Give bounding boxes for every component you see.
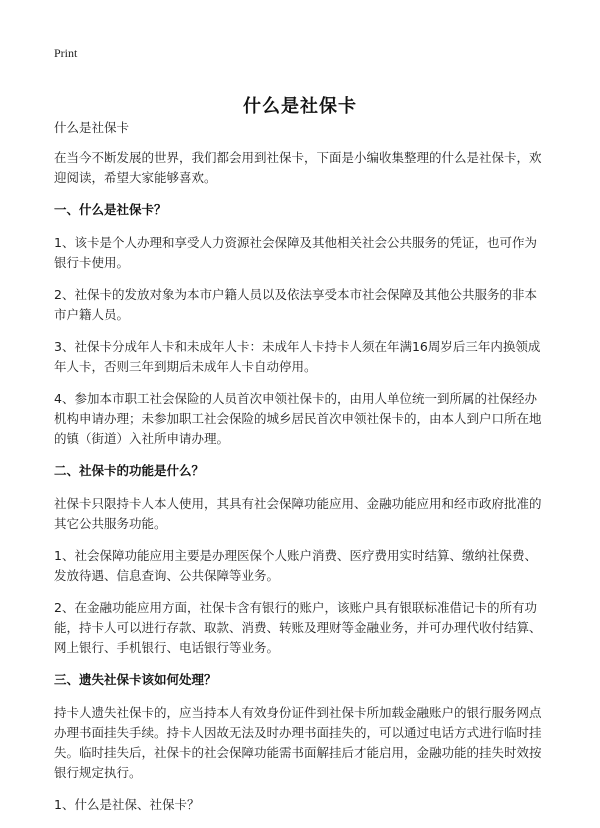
article-body xyxy=(54,118,544,827)
section1-paragraph-2: 2、社保卡的发放对象为本市户籍人员以及依法享受本市社会保障及其他公共服务的非本市户籍人员。 xyxy=(54,287,537,322)
print-link[interactable]: Print xyxy=(54,46,78,60)
section1-paragraph-1: 1、该卡是个人办理和享受人力资源社会保障及其他相关社会公共服务的凭证，也可作为银行卡使用。 xyxy=(54,235,537,270)
section-heading-1: 一、什么是社保卡？ xyxy=(54,202,167,217)
section1-paragraph-3: 3、社保卡分成年人卡和未成年人卡：未成年人卡持卡人须在年满16周岁后三年内换领成年人卡，否则三年到期后未成年人卡自动停用。 xyxy=(54,339,541,374)
section2-paragraph-3: 2、在金融功能应用方面，社保卡含有银行的账户，该账户具有银联标准借记卡的所有功能，持卡人可以进行存款、取款、消费、转账及理财等金融业务，并可办理代收付结算、网上银行、手机银行、电话银行等业务。 xyxy=(54,600,542,655)
section3-paragraph-1: 持卡人遗失社保卡的，应当持本人有效身份证件到社保卡所加载金融账户的银行服务网点办理书面挂失手续。持卡人因故无法及时办理书面挂失的，可以通过电话方式进行临时挂失。临时挂失后，社保卡的社会保障功能需书面解挂后才能启用，金融功能的挂失时效按银行规定执行。 xyxy=(54,705,542,780)
intro-paragraph: 在当今不断发展的世界，我们都会用到社保卡，下面是小编收集整理的什么是社保卡，欢迎阅读，希望大家能够喜欢。 xyxy=(54,150,542,185)
section3-paragraph-2: 1、什么是社保、社保卡？ xyxy=(54,797,200,812)
section1-paragraph-4: 4、参加本市职工社会保险的人员首次申领社保卡的，由用人单位统一到所属的社保经办机构申请办理；未参加职工社会保险的城乡居民首次申领社保卡的，由本人到户口所在地的镇（街道）入社所申请办理。 xyxy=(54,391,542,446)
section2-paragraph-1: 社保卡只限持卡人本人使用，其具有社会保障功能应用、金融功能应用和经市政府批准的其它公共服务功能。 xyxy=(54,496,542,531)
article-subtitle: 什么是社保卡 xyxy=(54,120,130,135)
section2-paragraph-2: 1、社会保障功能应用主要是办理医保个人账户消费、医疗费用实时结算、缴纳社保费、发放待遇、信息查询、公共保障等业务。 xyxy=(54,548,537,583)
page-title: 什么是社保卡 xyxy=(243,96,357,118)
section-heading-3: 三、遗失社保卡该如何处理？ xyxy=(54,672,217,687)
section-heading-2: 二、社保卡的功能是什么？ xyxy=(54,463,205,478)
